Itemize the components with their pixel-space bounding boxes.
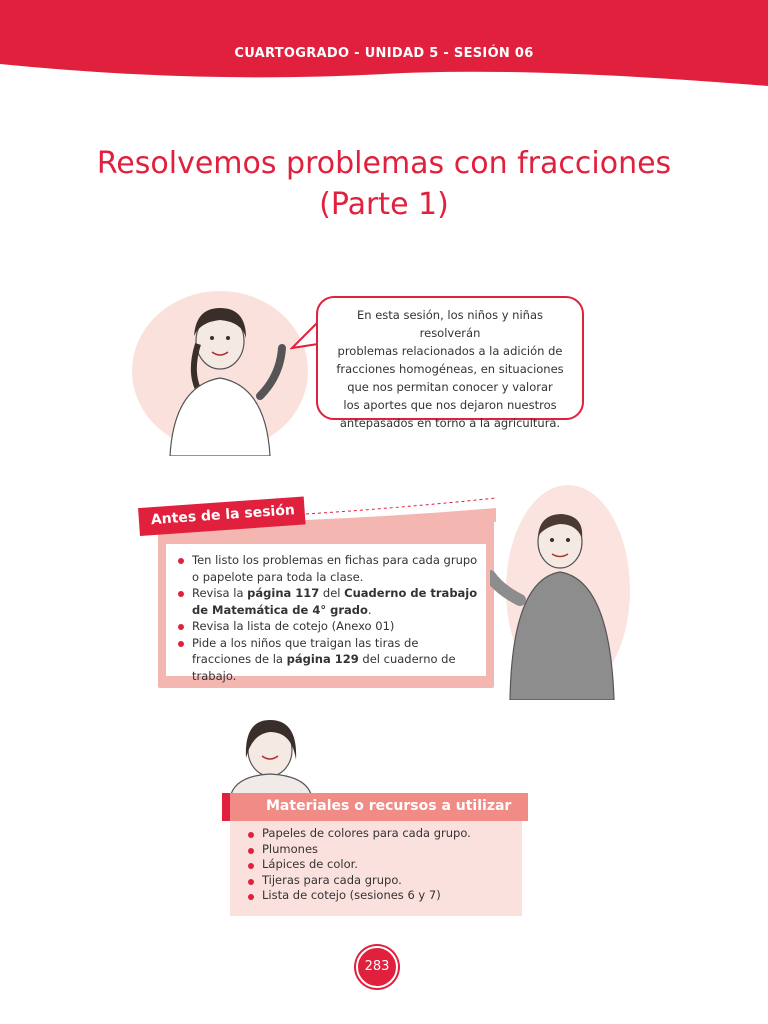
list-item: Tijeras para cada grupo.	[246, 873, 516, 889]
page-subtitle: (Parte 1)	[319, 187, 449, 222]
list-item: Papeles de colores para cada grupo.	[246, 826, 516, 842]
header-grade-unit-session: CUARTOGRADO - UNIDAD 5 - SESIÓN 06	[234, 46, 534, 61]
list-item: Plumones	[246, 842, 516, 858]
intro-line: que nos permitan conocer y valorar	[347, 380, 553, 394]
before-session-heading: Antes de la sesión	[138, 496, 306, 536]
list-item: Revisa la lista de cotejo (Anexo 01)	[176, 618, 478, 635]
intro-line: los aportes que nos dejaron nuestros	[343, 398, 557, 412]
intro-line: problemas relacionados a la adición de	[337, 344, 563, 358]
boy-illustration	[490, 480, 630, 700]
list-item: Lápices de color.	[246, 857, 516, 873]
intro-line: En esta sesión, los niños y niñas resolverán	[357, 308, 543, 340]
intro-line: antepasados en torno a la agricultura.	[339, 416, 561, 430]
session-intro-bubble	[316, 296, 584, 430]
materials-list	[246, 826, 516, 904]
page-title: Resolvemos problemas con fracciones	[96, 146, 672, 181]
page-number: 283	[356, 946, 398, 988]
list-item: Revisa la página 117 del Cuaderno de trabajo de Matemática de 4° grado.	[176, 585, 478, 618]
list-item: Pide a los niños que traigan las tiras de fracciones de la página 129 del cuaderno de trabajo.	[176, 635, 478, 685]
scalloped-edge	[306, 494, 496, 522]
list-item: Lista de cotejo (sesiones 6 y 7)	[246, 888, 516, 904]
girl-illustration	[130, 276, 310, 456]
materials-heading: Materiales o recursos a utilizar	[222, 793, 528, 821]
intro-line: fracciones homogéneas, en situaciones	[336, 362, 564, 376]
before-session-list	[166, 544, 486, 683]
list-item: Ten listo los problemas en fichas para cada grupo o papelote para toda la clase.	[176, 552, 478, 585]
girl-leaning-illustration	[226, 714, 316, 798]
